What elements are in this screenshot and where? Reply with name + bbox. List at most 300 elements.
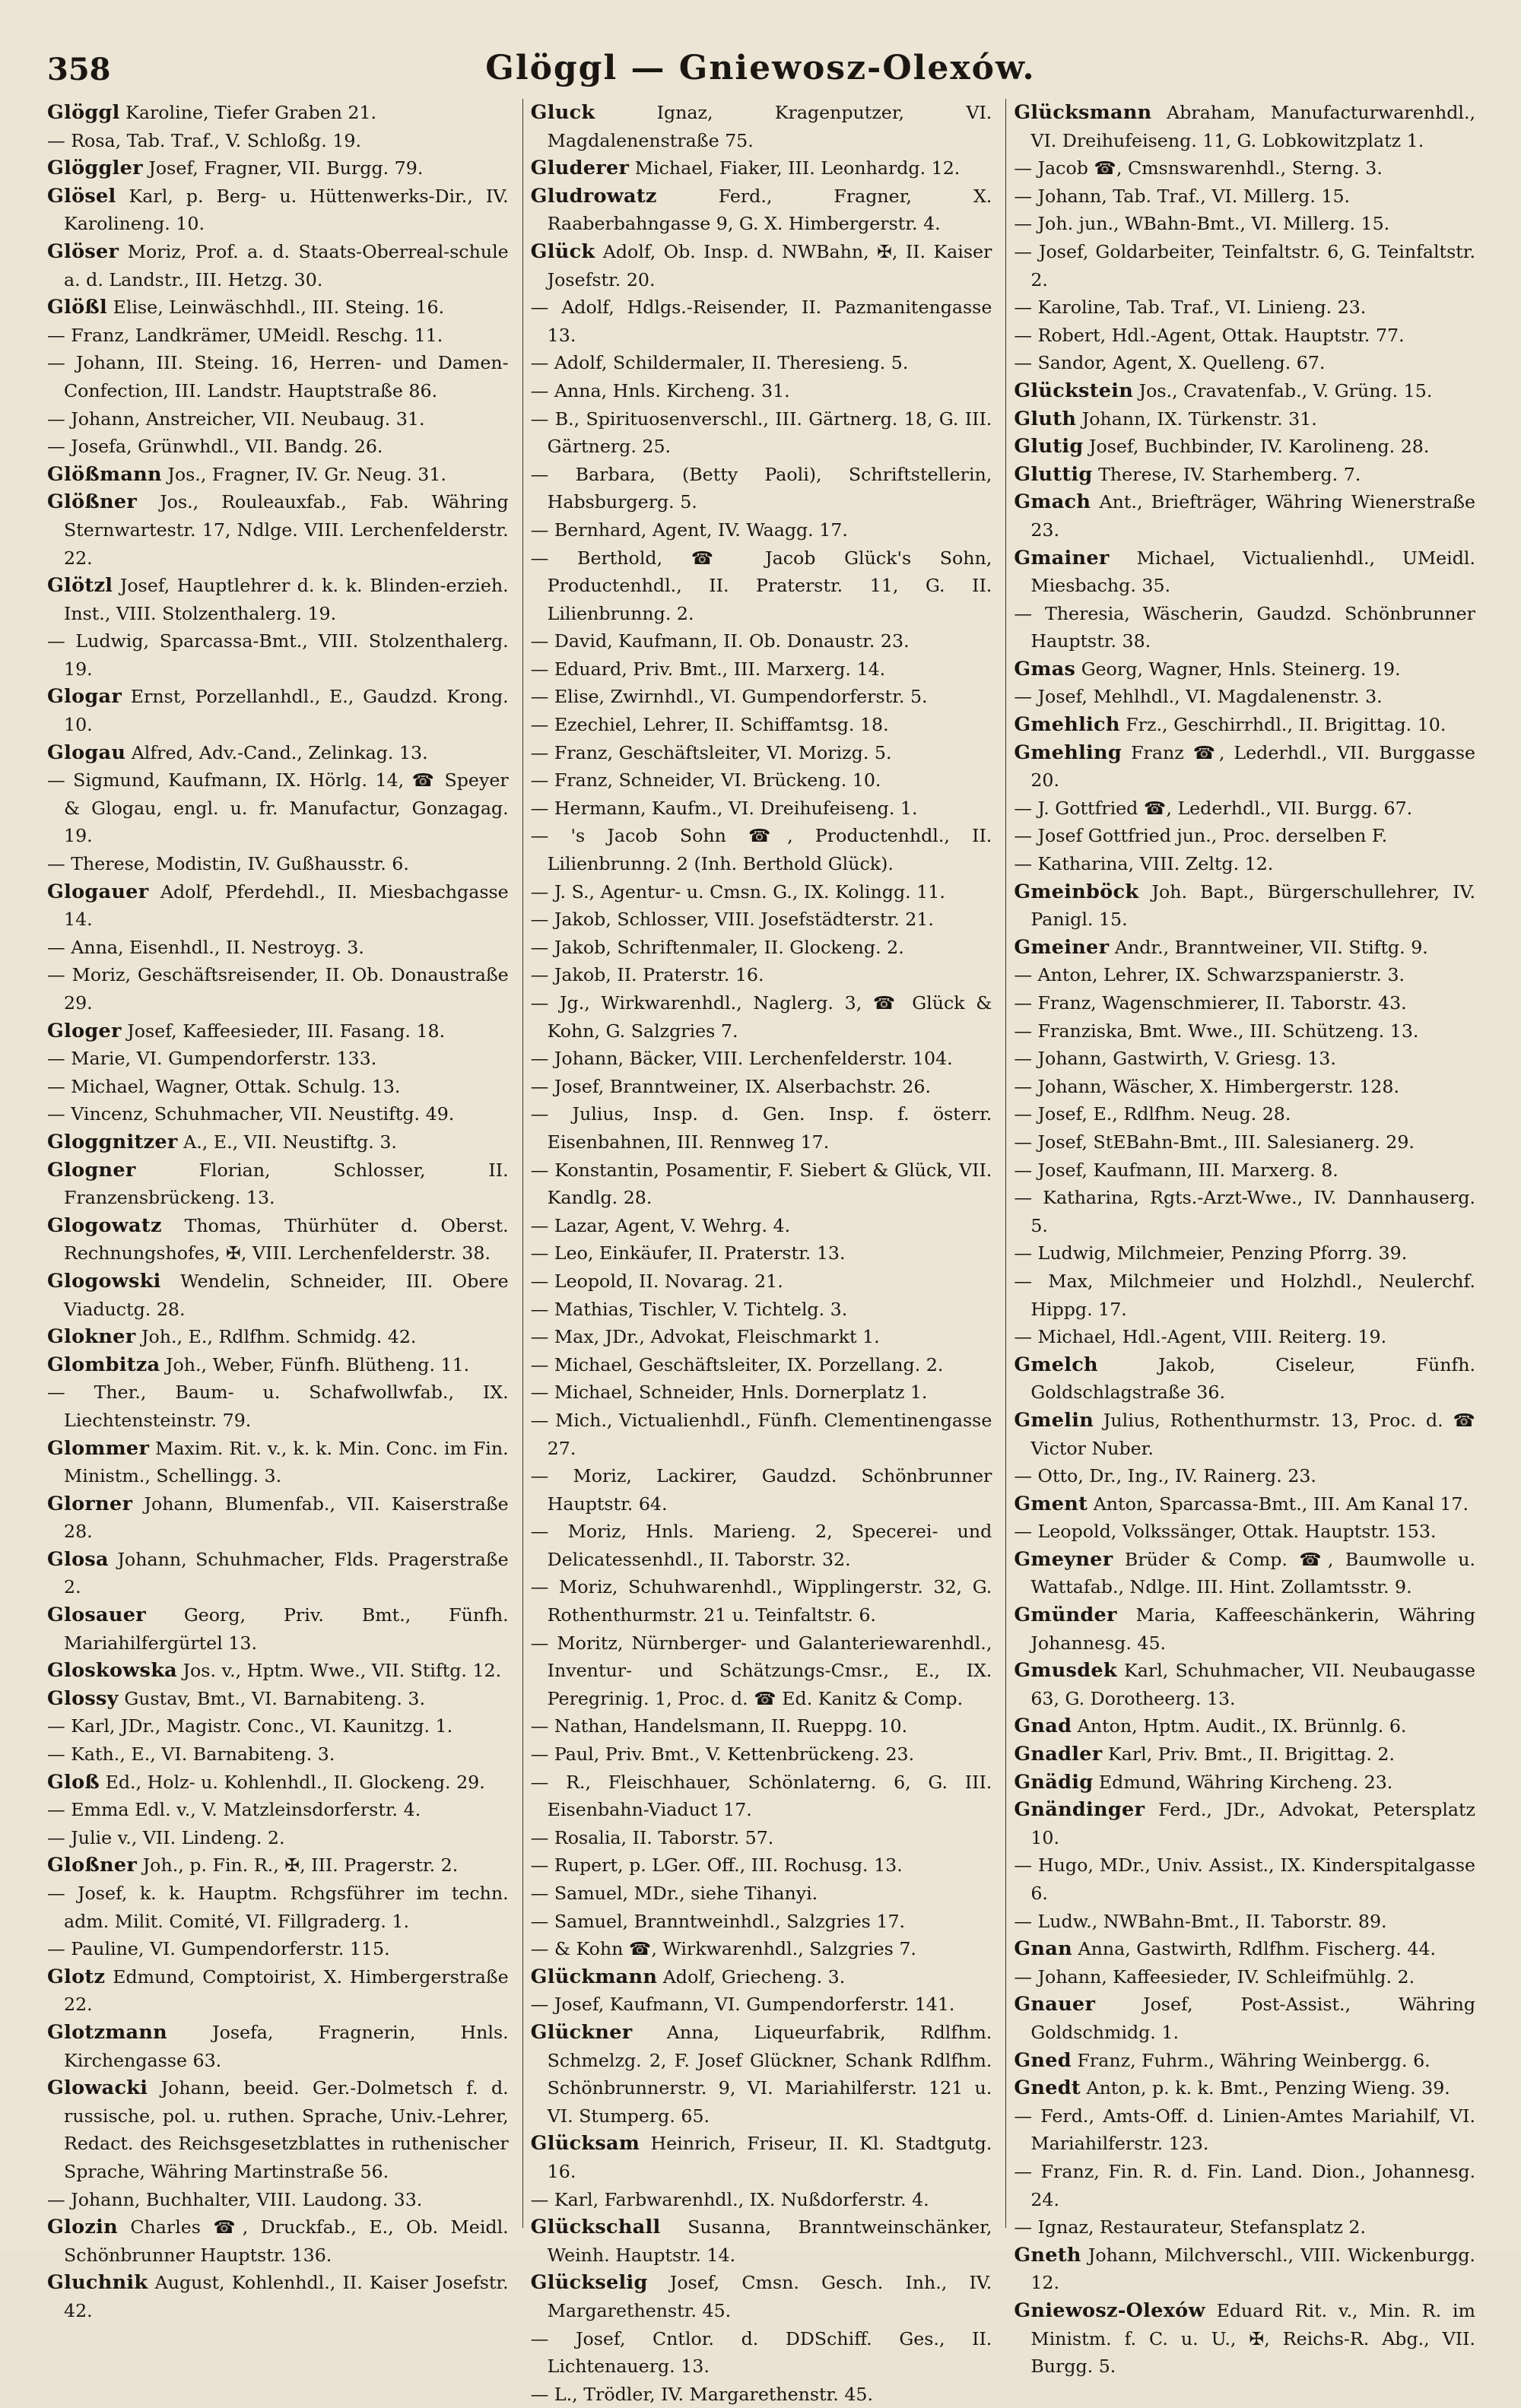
directory-entry <box>1014 2102 1475 2158</box>
entry-details: — Moritz, Nürnberger- und Galanteriewarenhdl., Inventur- und Schätzungs-Cmsr., E., IX. Peregrinig. 1, Proc. d. ☎ Ed. Kanitz & Comp. <box>530 1632 992 1709</box>
running-title: Glöggl — Gniewosz-Olexów. <box>485 49 1036 87</box>
directory-entry <box>531 1935 992 1963</box>
entry-details: Ant., Briefträger, Währing Wienerstraße 23. <box>1030 491 1476 541</box>
entry-details: Alfred, Adv.-Cand., Zelinkag. 13. <box>131 741 428 763</box>
directory-entry <box>47 1824 509 1852</box>
entry-details: — & Kohn ☎, Wirkwarenhdl., Salzgries 7. <box>530 1938 916 1960</box>
entry-details: — Samuel, MDr., siehe Tihanyi. <box>530 1883 818 1904</box>
entry-details: Johann, beeid. Ger.-Dolmetsch f. d. russische, pol. u. ruthen. Sprache, Univ.-Lehrer, Redact. des Reichsgesetzblattes in ruthenischer Sprache, Währing Martinstraße 56. <box>64 2077 509 2182</box>
entry-details: — Eduard, Priv. Bmt., III. Marxerg. 14. <box>530 658 886 680</box>
directory-entry <box>1014 1490 1475 1518</box>
entry-surname: Gluttig <box>1014 462 1093 486</box>
entry-details: Adolf, Ob. Insp. d. NWBahn, ✠, II. Kaiser Josefstr. 20. <box>547 240 992 290</box>
entry-details: — Johann, Tab. Traf., VI. Millerg. 15. <box>1014 185 1351 207</box>
directory-entry <box>47 349 509 405</box>
entry-details: Johann, Milchverschl., VIII. Wickenburgg. 12. <box>1030 2244 1476 2294</box>
directory-entry <box>47 2019 509 2074</box>
entry-surname: Glogau <box>47 741 126 764</box>
directory-entry <box>531 822 992 877</box>
entry-details: Josef, Hauptlehrer d. k. k. Blinden-erzieh. Inst., VIII. Stolzenthalerg. 19. <box>64 575 509 624</box>
entry-details: — Johann, Anstreicher, VII. Neubaug. 31. <box>47 408 425 430</box>
entry-surname: Gluck <box>530 101 595 124</box>
entry-surname: Gniewosz-Olexów <box>1014 2299 1205 2322</box>
entry-details: Andr., Branntweiner, VII. Stiftg. 9. <box>1114 936 1428 958</box>
entry-details: Johann, Schuhmacher, Flds. Pragerstraße 2. <box>64 1548 509 1598</box>
entry-surname: Gnad <box>1014 1715 1072 1738</box>
directory-entry <box>531 2130 992 2185</box>
entry-surname: Gluchnik <box>47 2271 148 2295</box>
directory-entry <box>1014 1908 1475 1936</box>
directory-entry <box>1014 2241 1475 2297</box>
directory-entry <box>1014 1351 1475 1407</box>
entry-details: Ernst, Porzellanhdl., E., Gaudzd. Krong. 10. <box>64 686 509 736</box>
directory-entry <box>47 739 509 767</box>
entry-details: — Vincenz, Schuhmacher, VII. Neustiftg. 49. <box>47 1103 455 1125</box>
directory-entry <box>531 405 992 461</box>
entry-details: — 's Jacob Sohn ☎, Productenhdl., II. Lilienbrunng. 2 (Inh. Berthold Glück). <box>530 825 992 875</box>
entry-details: Franz ☎, Lederhdl., VII. Burggasse 20. <box>1030 741 1476 792</box>
entry-surname: Glossy <box>47 1686 119 1710</box>
directory-entry <box>47 1378 509 1434</box>
entry-details: — Anna, Hnls. Kircheng. 31. <box>530 379 790 401</box>
entry-details: Maria, Kaffeeschänkerin, Währing Johannesg. 45. <box>1030 1604 1476 1654</box>
entry-details: — Johann, Buchhalter, VIII. Laudong. 33. <box>47 2188 423 2210</box>
entry-surname: Gmeyner <box>1014 1547 1113 1571</box>
directory-entry <box>1014 405 1475 433</box>
directory-entry <box>1014 99 1475 154</box>
entry-surname: Gluth <box>1014 407 1077 430</box>
entry-details: — David, Kaufmann, II. Ob. Donaustr. 23. <box>530 630 910 652</box>
entry-details: Joh., E., Rdlfhm. Schmidg. 42. <box>141 1326 417 1348</box>
directory-entry <box>1014 1100 1475 1128</box>
entry-surname: Gnändinger <box>1014 1798 1145 1822</box>
entry-details: — Jacob ☎, Cmsnswarenhdl., Sterng. 3. <box>1014 157 1383 179</box>
entry-details: — Moriz, Schuhwarenhdl., Wipplingerstr. 32, G. Rothenthurmstr. 21 u. Teinfaltstr. 6. <box>530 1576 992 1626</box>
entry-details: Joh., p. Fin. R., ✠, III. Pragerstr. 2. <box>142 1854 459 1877</box>
directory-entry <box>47 572 509 627</box>
entry-surname: Glötzl <box>47 574 113 598</box>
entry-surname: Gmehlich <box>1014 713 1120 737</box>
directory-entry <box>531 1351 992 1379</box>
directory-entry <box>531 989 992 1045</box>
directory-entry <box>1014 1462 1475 1490</box>
entry-details: — L., Trödler, IV. Margarethenstr. 45. <box>530 2383 874 2405</box>
entry-details: Adolf, Griecheng. 3. <box>662 1965 846 1988</box>
entry-details: — Katharina, VIII. Zeltg. 12. <box>1014 853 1274 875</box>
directory-entry <box>1014 1017 1475 1045</box>
entry-details: Ferd., Fragner, X. Raaberbahngasse 9, G. X. Himbergerstr. 4. <box>547 185 992 235</box>
entry-details: Jos. v., Hptm. Wwe., VII. Stiftg. 12. <box>183 1660 502 1682</box>
entry-details: — Julius, Insp. d. Gen. Insp. f. österr. Eisenbahnen, III. Rennweg 17. <box>530 1103 992 1153</box>
entry-surname: Gnauer <box>1014 1993 1096 2016</box>
directory-entry <box>531 1323 992 1351</box>
directory-entry <box>1014 154 1475 182</box>
directory-entry <box>1014 850 1475 878</box>
directory-entry <box>47 433 509 461</box>
directory-entry <box>47 1323 509 1351</box>
directory-entry <box>1014 2074 1475 2102</box>
entry-details: — Jakob, Schlosser, VIII. Josefstädterstr. 21. <box>530 909 934 931</box>
entry-details: — Michael, Wagner, Ottak. Schulg. 13. <box>47 1075 401 1097</box>
entry-details: — Josef, Kaufmann, VI. Gumpendorferstr. 141. <box>530 1994 955 2016</box>
entry-details: Franz, Fuhrm., Währing Weinbergg. 6. <box>1077 2049 1431 2071</box>
entry-details: Karl, Schuhmacher, VII. Neubaugasse 63, G. Dorotheerg. 13. <box>1030 1660 1476 1709</box>
directory-entry <box>1014 1407 1475 1462</box>
directory-entry <box>47 154 509 182</box>
directory-entry <box>1014 2297 1475 2381</box>
entry-details: — Moriz, Lackirer, Gaudzd. Schönbrunner Hauptstr. 64. <box>530 1465 992 1515</box>
entry-surname: Glokner <box>47 1325 136 1349</box>
entry-details: — Hugo, MDr., Univ. Assist., IX. Kinderspitalgasse 6. <box>1014 1854 1476 1904</box>
directory-entry <box>531 1824 992 1852</box>
directory-entry <box>47 1796 509 1824</box>
directory-entry <box>531 1378 992 1407</box>
entry-details: Heinrich, Friseur, II. Kl. Stadtgutg. 16. <box>547 2133 992 2182</box>
entry-details: Wendelin, Schneider, III. Obere Viaductg. 28. <box>64 1270 509 1320</box>
directory-entry <box>1014 1184 1475 1239</box>
entry-details: Michael, Fiaker, III. Leonhardg. 12. <box>634 157 961 179</box>
entry-surname: Glückstein <box>1014 379 1134 402</box>
entry-surname: Glösel <box>47 184 116 208</box>
entry-details: — Moriz, Hnls. Marieng. 2, Specerei- und Delicatessenhdl., II. Taborstr. 32. <box>530 1521 992 1570</box>
page-number: 358 <box>47 52 111 87</box>
entry-surname: Gned <box>1014 2048 1072 2072</box>
entry-details: Johann, Blumenfab., VII. Kaiserstraße 28. <box>64 1493 509 1543</box>
directory-entry <box>531 1212 992 1240</box>
entry-details: Florian, Schlosser, II. Franzensbrückeng. 13. <box>64 1159 509 1209</box>
directory-entry <box>47 683 509 738</box>
entry-details: Julius, Rothenthurmstr. 13, Proc. d. ☎ Victor Nuber. <box>1030 1409 1476 1459</box>
entry-details: — B., Spirituosenverschl., III. Gärtnerg. 18, G. III. Gärtnerg. 25. <box>530 408 992 458</box>
column-middle <box>522 99 992 2405</box>
directory-entry <box>531 1712 992 1740</box>
entry-surname: Glogauer <box>47 880 149 903</box>
directory-entry <box>531 878 992 906</box>
directory-entry <box>531 377 992 405</box>
entry-details: — R., Fleischhauer, Schönlaterng. 6, G. III. Eisenbahn-Viaduct 17. <box>530 1771 992 1821</box>
directory-entry <box>47 1657 509 1685</box>
directory-entry <box>1014 2213 1475 2241</box>
directory-entry <box>531 2381 992 2408</box>
entry-details: — Berthold, ☎ Jacob Glück's Sohn, Productenhdl., II. Praterstr. 11, G. II. Lilienbrunng. 2. <box>530 547 992 624</box>
entry-details: — Johann, Kaffeesieder, IV. Schleifmühlg. 2. <box>1014 1965 1415 1988</box>
directory-entry <box>47 1435 509 1490</box>
entry-surname: Glück <box>530 240 595 263</box>
directory-entry <box>1014 1267 1475 1323</box>
directory-entry <box>531 1239 992 1267</box>
entry-details: Therese, IV. Starhemberg. 7. <box>1098 463 1361 485</box>
entry-details: — Michael, Schneider, Hnls. Dornerplatz 1. <box>530 1382 928 1404</box>
entry-details: Ignaz, Kragenputzer, VI. Magdalenenstraße 75. <box>547 102 992 151</box>
entry-details: — J. S., Agentur- u. Cmsn. G., IX. Kolingg. 11. <box>530 880 945 903</box>
entry-details: — Bernhard, Agent, IV. Waagg. 17. <box>530 519 848 541</box>
entry-details: — Franz, Wagenschmierer, II. Taborstr. 43. <box>1014 992 1407 1014</box>
entry-details: Johann, IX. Türkenstr. 31. <box>1081 408 1317 430</box>
entry-details: Josef, Cmsn. Gesch. Inh., IV. Margarethenstr. 45. <box>547 2272 992 2321</box>
directory-entry <box>1014 2158 1475 2213</box>
directory-entry <box>1014 878 1475 934</box>
entry-details: — Franz, Schneider, VI. Brückeng. 10. <box>530 769 881 792</box>
directory-entry <box>1014 600 1475 655</box>
entry-details: — Nathan, Handelsmann, II. Rueppg. 10. <box>530 1715 908 1737</box>
directory-entry <box>1014 1796 1475 1851</box>
directory-entry <box>531 1267 992 1296</box>
directory-entry <box>47 461 509 489</box>
entry-details: — Karoline, Tab. Traf., VI. Linieng. 23. <box>1014 297 1367 319</box>
entry-details: Anton, Sparcassa-Bmt., III. Am Kanal 17. <box>1093 1493 1469 1515</box>
entry-details: — Franziska, Bmt. Wwe., III. Schützeng. 13. <box>1014 1020 1419 1042</box>
entry-surname: Gmach <box>1014 490 1091 514</box>
entry-surname: Glommer <box>47 1436 150 1460</box>
directory-entry <box>1014 1769 1475 1797</box>
entry-details: — Rosalia, II. Taborstr. 57. <box>530 1826 774 1848</box>
entry-details: — Robert, Hdl.-Agent, Ottak. Hauptstr. 77. <box>1014 324 1405 346</box>
directory-entry <box>531 2269 992 2324</box>
entry-details: — Therese, Modistin, IV. Gußhausstr. 6. <box>47 853 409 875</box>
entry-surname: Glöggler <box>47 157 143 180</box>
entry-details: Eduard Rit. v., Min. R. im Ministm. f. C. u. U., ✠, Reichs-R. Abg., VII. Burgg. 5. <box>1030 2299 1476 2378</box>
entry-details: — Adolf, Schildermaler, II. Theresieng. 5. <box>530 352 909 374</box>
directory-entry <box>47 961 509 1017</box>
directory-entry <box>531 1296 992 1324</box>
entry-details: — Barbara, (Betty Paoli), Schriftstellerin, Habsburgerg. 5. <box>530 463 992 513</box>
entry-details: — Michael, Hdl.-Agent, VIII. Reiterg. 19. <box>1014 1326 1387 1348</box>
entry-details: — Elise, Zwirnhdl., VI. Gumpendorferstr. 5. <box>530 686 928 708</box>
entry-details: — J. Gottfried ☎, Lederhdl., VII. Burgg. 67. <box>1014 797 1413 819</box>
entry-surname: Glößner <box>47 490 138 514</box>
directory-entry <box>47 1267 509 1323</box>
entry-details: — Ludw., NWBahn-Bmt., II. Taborstr. 89. <box>1014 1910 1387 1932</box>
entry-details: — Johann, Gastwirth, V. Griesg. 13. <box>1014 1048 1336 1070</box>
entry-details: Josefa, Fragnerin, Hnls. Kirchengasse 63. <box>64 2021 509 2071</box>
directory-entry <box>1014 1657 1475 1712</box>
entry-details: Anton, p. k. k. Bmt., Penzing Wieng. 39. <box>1086 2077 1450 2099</box>
entry-surname: Glotz <box>47 1965 106 1988</box>
directory-entry <box>531 2019 992 2130</box>
entry-details: — Julie v., VII. Lindeng. 2. <box>47 1826 285 1848</box>
directory-entry <box>1014 1740 1475 1769</box>
entry-surname: Gloß <box>47 1770 100 1794</box>
directory-entry <box>531 544 992 628</box>
directory-entry <box>47 1351 509 1379</box>
directory-entry <box>1014 461 1475 489</box>
directory-entry <box>531 1629 992 1713</box>
entry-details: — Otto, Dr., Ing., IV. Rainerg. 23. <box>1014 1465 1316 1487</box>
directory-entry <box>47 1880 509 1935</box>
entry-surname: Glowacki <box>47 2076 148 2100</box>
entry-details: — Franz, Fin. R. d. Fin. Land. Dion., Johannesg. 24. <box>1014 2160 1476 2210</box>
entry-surname: Glogowatz <box>47 1214 162 1237</box>
directory-entry <box>1014 322 1475 350</box>
directory-entry <box>47 1963 509 2019</box>
directory-entry <box>531 1462 992 1518</box>
directory-entry <box>47 1073 509 1101</box>
directory-entry <box>531 182 992 238</box>
directory-entry <box>47 182 509 238</box>
directory-entry <box>531 795 992 823</box>
entry-surname: Gneth <box>1014 2243 1081 2267</box>
directory-entry <box>531 627 992 655</box>
entry-surname: Gmas <box>1014 657 1076 681</box>
directory-entry <box>1014 349 1475 377</box>
directory-entry <box>47 1935 509 1963</box>
entry-details: Josef, Fragner, VII. Burgg. 79. <box>148 157 424 179</box>
entry-surname: Glotzmann <box>47 2020 168 2044</box>
entry-surname: Gloggnitzer <box>47 1130 178 1153</box>
directory-entry <box>1014 544 1475 600</box>
directory-entry <box>1014 293 1475 322</box>
directory-entry <box>531 739 992 767</box>
directory-entry <box>531 2186 992 2214</box>
directory-entry <box>1014 795 1475 823</box>
entry-surname: Glogner <box>47 1158 136 1182</box>
entry-details: Jos., Rouleauxfab., Fab. Währing Sternwartestr. 17, Ndlge. VIII. Lerchenfelderstr. 22. <box>64 491 509 569</box>
entry-surname: Glutig <box>1014 435 1084 458</box>
entry-surname: Glößmann <box>47 462 162 486</box>
entry-details: August, Kohlenhdl., II. Kaiser Josefstr. 42. <box>64 2272 509 2321</box>
entry-details: Maxim. Rit. v., k. k. Min. Conc. im Fin. Ministm., Schellingg. 3. <box>64 1437 509 1487</box>
entry-surname: Glombitza <box>47 1353 160 1376</box>
entry-details: — Joh. jun., WBahn-Bmt., VI. Millerg. 15. <box>1014 213 1390 235</box>
entry-details: — Ezechiel, Lehrer, II. Schiffamtsg. 18. <box>530 714 889 736</box>
entry-details: Anton, Hptm. Audit., IX. Brünnlg. 6. <box>1077 1715 1407 1737</box>
entry-surname: Gludrowatz <box>530 184 657 208</box>
entry-details: Gustav, Bmt., VI. Barnabiteng. 3. <box>124 1687 426 1709</box>
entry-details: Charles ☎, Druckfab., E., Ob. Meidl. Schönbrunner Hauptstr. 136. <box>64 2216 509 2266</box>
directory-entry <box>47 99 509 127</box>
entry-details: — Max, Milchmeier und Holzhdl., Neulerchf. Hippg. 17. <box>1014 1270 1476 1320</box>
entry-surname: Gnadler <box>1014 1743 1103 1766</box>
entry-details: — Mathias, Tischler, V. Tichtelg. 3. <box>530 1298 848 1320</box>
directory-entry <box>47 1156 509 1212</box>
directory-entry <box>47 238 509 293</box>
directory-entry <box>1014 182 1475 211</box>
directory-entry <box>47 850 509 878</box>
directory-entry <box>531 906 992 934</box>
directory-entry <box>1014 2047 1475 2075</box>
entry-details: Abraham, Manufacturwarenhdl., VI. Dreihufeiseng. 11, G. Lobkowitzplatz 1. <box>1030 102 1476 151</box>
directory-entry <box>47 1045 509 1073</box>
entry-surname: Gloßner <box>47 1854 138 1877</box>
directory-entry <box>1014 1712 1475 1740</box>
directory-entry <box>47 1017 509 1045</box>
directory-entry <box>47 1128 509 1156</box>
directory-entry <box>47 1212 509 1267</box>
directory-entry <box>1014 1518 1475 1546</box>
entry-details: — Josef, k. k. Hauptm. Rchgsführer im techn. adm. Milit. Comité, VI. Fillgraderg. 1. <box>47 1883 509 1932</box>
entry-details: — Michael, Geschäftsleiter, IX. Porzellang. 2. <box>530 1353 944 1375</box>
entry-details: — Max, JDr., Advokat, Fleischmarkt 1. <box>530 1326 880 1348</box>
entry-details: Ferd., JDr., Advokat, Petersplatz 10. <box>1030 1799 1476 1848</box>
entry-details: Karl, p. Berg- u. Hüttenwerks-Dir., IV. Karolineng. 10. <box>64 185 509 235</box>
entry-details: — Ignaz, Restaurateur, Stefansplatz 2. <box>1014 2216 1366 2238</box>
entry-details: — Sandor, Agent, X. Quelleng. 67. <box>1014 352 1326 374</box>
directory-entry <box>47 488 509 572</box>
directory-entry <box>531 99 992 154</box>
directory-entry <box>47 1546 509 1601</box>
entry-surname: Gnan <box>1014 1937 1072 1961</box>
directory-entry <box>47 1740 509 1769</box>
directory-entry <box>531 1100 992 1156</box>
entry-details: — Ther., Baum- u. Schafwollwfab., IX. Liechtensteinstr. 79. <box>47 1382 509 1431</box>
entry-details: — Mich., Victualienhdl., Fünfh. Clementinengasse 27. <box>530 1409 992 1459</box>
columns-container <box>47 99 1476 2405</box>
directory-entry <box>531 1740 992 1769</box>
entry-surname: Gmehling <box>1014 741 1122 764</box>
entry-surname: Gmainer <box>1014 546 1110 569</box>
entry-surname: Gmeiner <box>1014 935 1110 959</box>
entry-surname: Glogowski <box>47 1269 161 1293</box>
entry-details: Joh., Weber, Fünfh. Blütheng. 11. <box>166 1353 470 1375</box>
directory-entry <box>47 627 509 683</box>
entry-details: Frz., Geschirrhdl., II. Brigittag. 10. <box>1126 714 1446 736</box>
entry-details: Edmund, Comptoirist, X. Himbergerstraße 22. <box>64 1965 509 2016</box>
entry-surname: Glogar <box>47 685 122 709</box>
entry-details: — Leopold, II. Novarag. 21. <box>530 1270 783 1292</box>
directory-entry <box>1014 238 1475 293</box>
entry-details: — Adolf, Hdlgs.-Reisender, II. Pazmanitengasse 13. <box>530 297 992 346</box>
entry-details: A., E., VII. Neustiftg. 3. <box>183 1131 397 1153</box>
entry-details: — Ludwig, Milchmeier, Penzing Pforrg. 39. <box>1014 1242 1408 1264</box>
entry-details: Elise, Leinwäschhdl., III. Steing. 16. <box>113 297 445 319</box>
directory-entry <box>531 1045 992 1073</box>
entry-surname: Gmünder <box>1014 1604 1117 1627</box>
entry-details: — Josef, StEBahn-Bmt., III. Salesianerg. 29. <box>1014 1131 1415 1153</box>
entry-details: Brüder & Comp. ☎, Baumwolle u. Wattafab., Ndlge. III. Hint. Zollamtsstr. 9. <box>1030 1548 1476 1598</box>
directory-entry <box>47 293 509 322</box>
entry-details: — Marie, VI. Gumpendorferstr. 133. <box>47 1048 377 1070</box>
entry-surname: Gmelin <box>1014 1408 1094 1432</box>
entry-details: — Josef, Mehlhdl., VI. Magdalenenstr. 3. <box>1014 686 1383 708</box>
entry-surname: Glöggl <box>47 101 120 124</box>
entry-surname: Glückmann <box>530 1965 658 1988</box>
entry-details: — Leo, Einkäufer, II. Praterstr. 13. <box>530 1242 846 1264</box>
directory-entry <box>1014 989 1475 1017</box>
directory-entry <box>531 461 992 516</box>
directory-entry <box>47 1685 509 1713</box>
entry-details: — Josef Gottfried jun., Proc. derselben F. <box>1014 825 1388 847</box>
entry-details: — Hermann, Kaufm., VI. Dreihufeiseng. 1. <box>530 797 918 819</box>
entry-details: — Josef, Cntlor. d. DDSchiff. Ges., II. Lichtenauerg. 13. <box>530 2327 992 2378</box>
entry-surname: Gloskowska <box>47 1659 178 1683</box>
entry-details: — Ludwig, Sparcassa-Bmt., VIII. Stolzenthalerg. 19. <box>47 630 509 680</box>
entry-details: Ed., Holz- u. Kohlenhdl., II. Glockeng. 29. <box>105 1771 485 1793</box>
directory-entry <box>531 1851 992 1880</box>
directory-entry <box>1014 822 1475 850</box>
directory-entry <box>47 322 509 350</box>
entry-details: Georg, Wagner, Hnls. Steinerg. 19. <box>1081 658 1401 680</box>
directory-entry <box>1014 488 1475 544</box>
entry-surname: Gmelch <box>1014 1353 1098 1376</box>
directory-entry <box>1014 1546 1475 1601</box>
directory-entry <box>531 1073 992 1101</box>
column-left <box>47 99 509 2321</box>
directory-entry <box>1014 1128 1475 1156</box>
directory-entry <box>1014 1963 1475 1991</box>
directory-entry <box>1014 683 1475 711</box>
directory-entry <box>531 1769 992 1824</box>
directory-entry <box>531 1991 992 2019</box>
entry-details: — Emma Edl. v., V. Matzleinsdorferstr. 4. <box>47 1799 421 1821</box>
entry-details: Moriz, Prof. a. d. Staats-Oberreal-schule a. d. Landstr., III. Hetzg. 30. <box>64 240 509 290</box>
entry-details: — Josef, Kaufmann, III. Marxerg. 8. <box>1014 1159 1338 1181</box>
entry-details: Karl, Priv. Bmt., II. Brigittag. 2. <box>1108 1743 1396 1766</box>
entry-details: — Pauline, VI. Gumpendorferstr. 115. <box>47 1938 390 1960</box>
entry-surname: Gnedt <box>1014 2076 1081 2100</box>
directory-entry <box>1014 1601 1475 1657</box>
directory-entry <box>47 2074 509 2185</box>
entry-details: — Moriz, Geschäftsreisender, II. Ob. Donaustraße 29. <box>47 964 509 1014</box>
